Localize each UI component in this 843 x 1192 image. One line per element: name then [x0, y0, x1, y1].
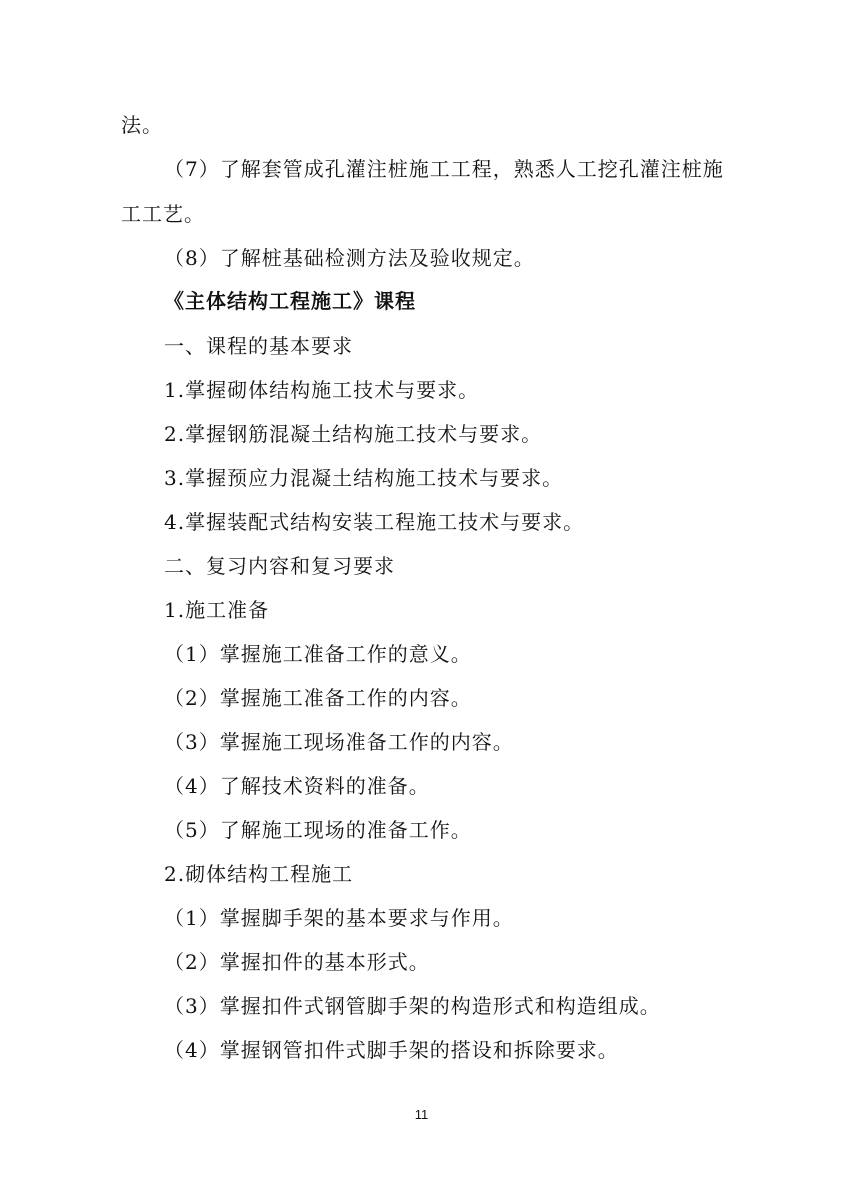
text-line: 1.掌握砌体结构施工技术与要求。 [164, 378, 480, 402]
text-line: （1）掌握脚手架的基本要求与作用。 [164, 906, 514, 930]
text-line: 二、复习内容和复习要求 [164, 554, 395, 578]
page-number: 11 [414, 1107, 429, 1122]
text-line: 3.掌握预应力混凝土结构施工技术与要求。 [164, 466, 564, 490]
text-line: （5）了解施工现场的准备工作。 [164, 818, 472, 842]
text-line: （4）掌握钢管扣件式脚手架的搭设和拆除要求。 [164, 1038, 619, 1062]
text-line: （3）掌握施工现场准备工作的内容。 [164, 730, 514, 754]
section-heading: 《主体结构工程施工》课程 [164, 289, 416, 313]
text-line: 工工艺。 [121, 202, 205, 226]
text-line: （2）掌握扣件的基本形式。 [164, 950, 430, 974]
text-line: （8）了解桩基础检测方法及验收规定。 [164, 246, 535, 270]
text-line: （1）掌握施工准备工作的意义。 [164, 642, 472, 666]
text-line: 一、课程的基本要求 [164, 334, 353, 358]
text-line: 4.掌握装配式结构安装工程施工技术与要求。 [164, 510, 585, 534]
text-line: 2.砌体结构工程施工 [164, 862, 354, 886]
text-line: （7）了解套管成孔灌注桩施工工程，熟悉人工挖孔灌注桩施 [164, 157, 724, 181]
text-line: 2.掌握钢筋混凝土结构施工技术与要求。 [164, 422, 543, 446]
text-line: （3）掌握扣件式钢管脚手架的构造形式和构造组成。 [164, 994, 661, 1018]
text-line: （2）掌握施工准备工作的内容。 [164, 686, 472, 710]
text-line: （4）了解技术资料的准备。 [164, 774, 430, 798]
text-line: 法。 [121, 113, 163, 137]
text-line: 1.施工准备 [164, 598, 270, 622]
